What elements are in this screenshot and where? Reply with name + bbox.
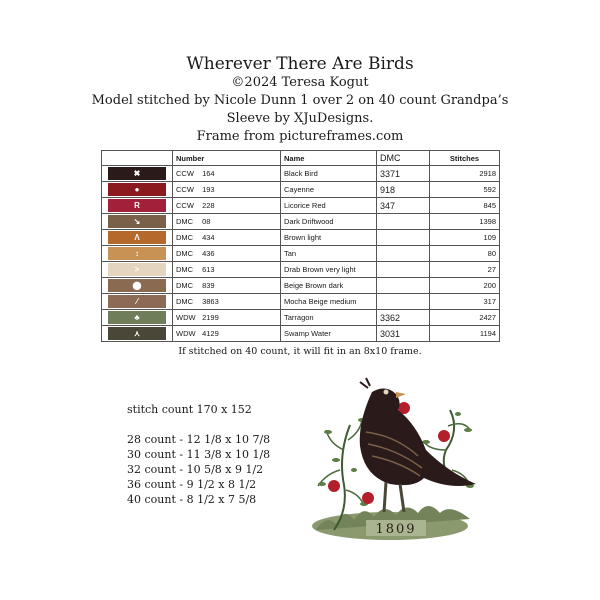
stitches-header: Stitches [430, 151, 500, 166]
thread-number: 436 [202, 249, 215, 258]
thread-number-cell [173, 166, 281, 182]
stitch-count-cell: 80 [430, 246, 500, 262]
thread-name: Tan [281, 246, 377, 262]
color-swatch [108, 327, 166, 340]
color-key-table [101, 150, 500, 342]
thread-name: Tarragon [281, 310, 377, 326]
thread-number-cell [173, 326, 281, 342]
stitch-count-cell: 845 [430, 198, 500, 214]
year-stitch: 1809 [375, 522, 417, 537]
stitch-symbol-icon: Λ [134, 233, 140, 242]
blackbird-stitched-model [310, 370, 480, 550]
color-swatch [108, 263, 166, 276]
swatch-cell [102, 326, 173, 342]
model-line-2: Sleeve by XJuDesigns. [226, 111, 374, 126]
dmc-number [377, 214, 430, 230]
thread-number: 4129 [202, 329, 219, 338]
swatch-cell [102, 182, 173, 198]
swatch-cell [102, 278, 173, 294]
copyright-line: ©2024 Teresa Kogut [231, 75, 369, 90]
thread-number: 08 [202, 217, 211, 226]
fabric-size-1: 30 count - 11 3/8 x 10 1/8 [127, 448, 271, 461]
table-row [102, 182, 500, 198]
dmc-number [377, 230, 430, 246]
thread-name: Brown light [281, 230, 377, 246]
thread-number: 839 [202, 281, 215, 290]
thread-name: Drab Brown very light [281, 262, 377, 278]
thread-name: Swamp Water [281, 326, 377, 342]
brand-code: DMC [176, 265, 194, 274]
model-line-1: Model stitched by Nicole Dunn 1 over 2 on 40 count Grandpa’s [91, 93, 509, 108]
dmc-number: 3371 [377, 166, 430, 182]
stitch-symbol-icon: ● [134, 185, 140, 194]
brand-code: DMC [176, 281, 194, 290]
table-row [102, 294, 500, 310]
thread-number: 434 [202, 233, 215, 242]
thread-number: 164 [202, 169, 215, 178]
table-row [102, 310, 500, 326]
table-row [102, 326, 500, 342]
brand-code: DMC [176, 249, 194, 258]
table-row [102, 214, 500, 230]
thread-number-cell [173, 214, 281, 230]
thread-number: 228 [202, 201, 215, 210]
table-row [102, 246, 500, 262]
thread-name: Black Bird [281, 166, 377, 182]
brand-code: WDW [176, 313, 196, 322]
thread-number-cell [173, 182, 281, 198]
chart-header [0, 54, 600, 146]
thread-name: Licorice Red [281, 198, 377, 214]
stitch-symbol-icon: R [134, 201, 140, 210]
swatch-cell [102, 310, 173, 326]
stitch-symbol-icon: ✖ [133, 169, 141, 178]
frame-line: Frame from pictureframes.com [196, 129, 404, 144]
color-swatch [108, 199, 166, 212]
color-swatch [108, 295, 166, 308]
stitch-count-cell: 1398 [430, 214, 500, 230]
swatch-cell [102, 230, 173, 246]
number-header: Number [173, 151, 281, 166]
dmc-number: 3031 [377, 326, 430, 342]
thread-name: Dark Driftwood [281, 214, 377, 230]
table-header-row [102, 151, 500, 166]
stitch-symbol-icon: ⬤ [132, 281, 142, 290]
dmc-number [377, 294, 430, 310]
swatch-cell [102, 166, 173, 182]
color-swatch [108, 215, 166, 228]
stitch-symbol-icon: ↕ [135, 249, 139, 258]
dmc-number: 347 [377, 198, 430, 214]
fabric-size-2: 32 count - 10 5/8 x 9 1/2 [127, 463, 264, 476]
table-row [102, 166, 500, 182]
stitch-count: stitch count 170 x 152 [127, 403, 252, 416]
pattern-title: Wherever There Are Birds [186, 54, 414, 74]
dmc-number: 918 [377, 182, 430, 198]
stitch-symbol-icon: ⋏ [134, 329, 140, 338]
table-row [102, 198, 500, 214]
fabric-size-0: 28 count - 12 1/8 x 10 7/8 [127, 433, 271, 446]
stitch-count-cell: 2427 [430, 310, 500, 326]
swatch-cell [102, 262, 173, 278]
dmc-number [377, 246, 430, 262]
dmc-header: DMC [377, 151, 430, 166]
thread-number-cell [173, 198, 281, 214]
thread-number-cell [173, 294, 281, 310]
thread-name: Mocha Beige medium [281, 294, 377, 310]
stitch-count-cell: 592 [430, 182, 500, 198]
thread-number-cell [173, 278, 281, 294]
brand-code: CCW [176, 201, 194, 210]
thread-number-cell [173, 246, 281, 262]
fabric-size-4: 40 count - 8 1/2 x 7 5/8 [127, 493, 257, 506]
stitch-count-block [127, 402, 270, 507]
color-swatch [108, 247, 166, 260]
brand-code: WDW [176, 329, 196, 338]
thread-number: 3863 [202, 297, 219, 306]
stitch-symbol-icon: ♣ [134, 313, 140, 322]
name-header: Name [281, 151, 377, 166]
brand-code: DMC [176, 217, 194, 226]
thread-number: 193 [202, 185, 215, 194]
stitch-count-cell: 2918 [430, 166, 500, 182]
swatch-cell [102, 246, 173, 262]
thread-number-cell [173, 262, 281, 278]
stitch-count-cell: 27 [430, 262, 500, 278]
brand-code: DMC [176, 233, 194, 242]
symbol-header [102, 151, 173, 166]
thread-number-cell [173, 310, 281, 326]
swatch-cell [102, 198, 173, 214]
stitch-symbol-icon: > [134, 265, 140, 274]
brand-code: DMC [176, 297, 194, 306]
stitch-count-cell: 317 [430, 294, 500, 310]
brand-code: CCW [176, 185, 194, 194]
dmc-number [377, 278, 430, 294]
stitch-count-cell: 1194 [430, 326, 500, 342]
swatch-cell [102, 214, 173, 230]
table-row [102, 262, 500, 278]
brand-code: CCW [176, 169, 194, 178]
stitch-count-cell: 109 [430, 230, 500, 246]
color-swatch [108, 183, 166, 196]
color-swatch [108, 279, 166, 292]
thread-number-cell [173, 230, 281, 246]
stitch-symbol-icon: ⁄ [136, 297, 138, 306]
fabric-size-3: 36 count - 9 1/2 x 8 1/2 [127, 478, 257, 491]
stitch-count-cell: 200 [430, 278, 500, 294]
dmc-number: 3362 [377, 310, 430, 326]
thread-number: 613 [202, 265, 215, 274]
color-swatch [108, 231, 166, 244]
thread-name: Beige Brown dark [281, 278, 377, 294]
table-row [102, 278, 500, 294]
color-swatch [108, 167, 166, 180]
dmc-number [377, 262, 430, 278]
table-row [102, 230, 500, 246]
thread-number: 2199 [202, 313, 219, 322]
color-swatch [108, 311, 166, 324]
stitch-symbol-icon: ↘ [133, 217, 141, 226]
frame-size-note: If stitched on 40 count, it will fit in an 8x10 frame. [178, 346, 422, 357]
swatch-cell [102, 294, 173, 310]
thread-name: Cayenne [281, 182, 377, 198]
